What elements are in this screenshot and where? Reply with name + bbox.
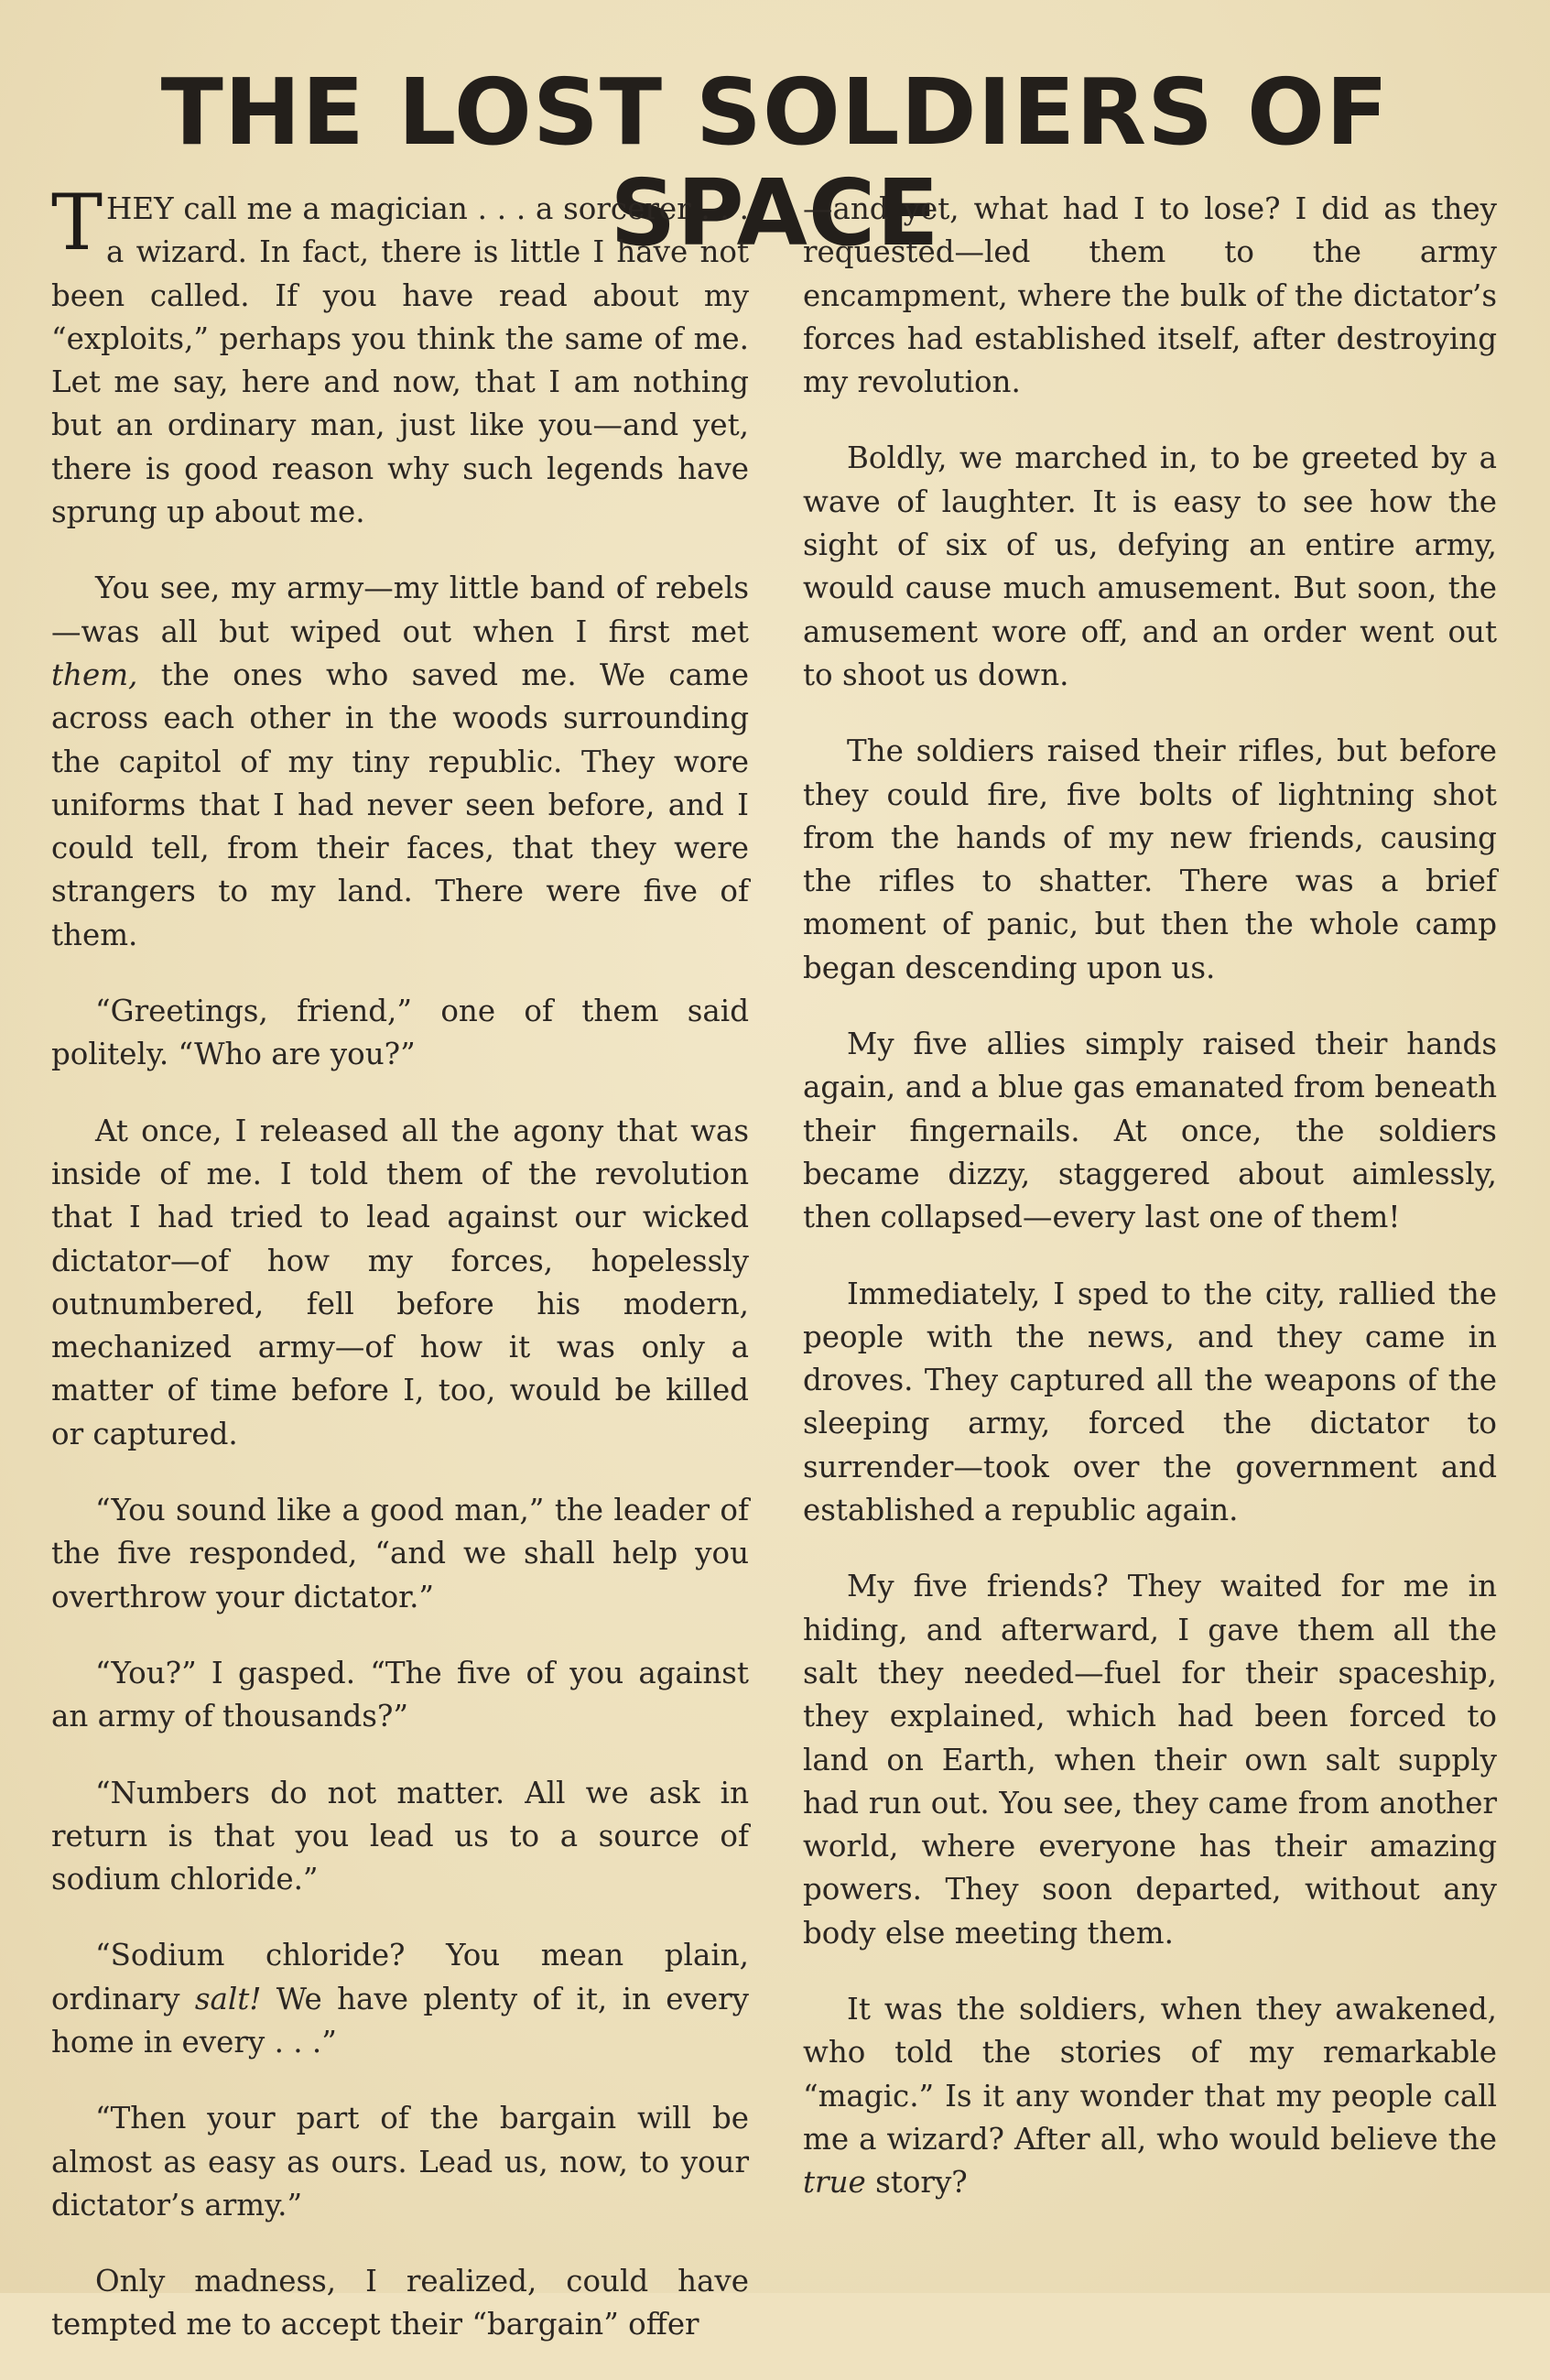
paragraph-8-text-a: “Sodium chloride? You mean plain, ordinary	[51, 1938, 749, 2016]
right-column	[803, 188, 1497, 2237]
paragraph-14: Immediately, I sped to the city, rallied the people with the news, and they came in droves. They captured all the weapons of the sleeping army, forced the dictator to surrender—took over the government and established a republic again.	[803, 1276, 1497, 1528]
paragraph-10: Only madness, I realized, could have tempted me to accept their “bargain” offer	[51, 2264, 749, 2342]
paragraph-1	[51, 178, 749, 534]
paragraph-12: The soldiers raised their rifles, but before they could fire, five bolts of lightning shot from the hands of my new friends, causing the rifles to shatter. There was a brief moment of panic, but then the whole camp began descending upon us.	[803, 734, 1497, 985]
paragraph-10-continued: —and yet, what had I to lose? I did as they requested—led them to the army encampment, where the bulk of the dictator’s forces had established itself, after destroying my revolution.	[803, 191, 1497, 400]
paragraph-9: “Then your part of the bargain will be almost as easy as ours. Lead us, now, to your dictator’s army.”	[51, 2101, 749, 2222]
story-title: THE LOST SOLDIERS OF SPACE	[160, 59, 1390, 266]
paragraph-5: “You sound like a good man,” the leader of the five responded, “and we shall help you overthrow your dictator.”	[51, 1493, 749, 1614]
paragraph-7: “Numbers do not matter. All we ask in return is that you lead us to a source of sodium chloride.”	[51, 1775, 749, 1897]
paragraph-2	[51, 567, 749, 957]
paragraph-16	[803, 1988, 1497, 2204]
lead-word: HEY	[106, 191, 174, 226]
paragraph-8-emphasis: salt!	[194, 1981, 262, 2016]
paragraph-1-text: call me a magician . . . a sorcerer . . . a wizard. In fact, there is little I have not been called. If you have read about my “exploits,” perhaps you think the same of me. Let me say, here and now, that I am nothing but an ordinary man, just like you—and yet, there is good reason why such legends have sprung up about me.	[51, 191, 749, 530]
paragraph-4: At once, I released all the agony that was inside of me. I told them of the revolution that I had tried to lead against our wicked dictator—of how my forces, hopelessly outnumbered, fell before his modern, mechanized army—of how it was only a matter of time before I, too, would be killed or captured.	[51, 1113, 749, 1451]
paragraph-11: Boldly, we marched in, to be greeted by a wave of laughter. It is easy to see how the sight of six of us, defying an entire army, would cause much amusement. But soon, the amusement wore off, and an order went out to shoot us down.	[803, 440, 1497, 692]
paragraph-2-text-a: You see, my army—my little band of rebels—was all but wiped out when I first met	[51, 571, 749, 649]
paragraph-15: My five friends? They waited for me in hiding, and afterward, I gave them all the salt they needed—fuel for their spaceship, they explained, which had been forced to land on Earth, when their own salt supply had run out. You see, they came from another world, where everyone has their amazing powers. They soon departed, without any body else meeting them.	[803, 1569, 1497, 1951]
paragraph-16-emphasis: true	[803, 2165, 866, 2201]
paragraph-3: “Greetings, friend,” one of them said politely. “Who are you?”	[51, 994, 749, 1072]
paragraph-2-emphasis: them,	[51, 657, 138, 692]
paragraph-16-text-a: It was the soldiers, when they awakened, who told the stories of my remarkable “magic.” Is it any wonder that my people call me a wizard? After all, who would believe the	[803, 1991, 1497, 2157]
drop-cap: T	[51, 178, 103, 267]
paragraph-13: My five allies simply raised their hands again, and a blue gas emanated from beneath their fingernails. At once, the soldiers became dizzy, staggered about aimlessly, then collapsed—every last one of them!	[803, 1027, 1497, 1235]
paragraph-8-text-b: We have plenty of it, in every home in every . . .”	[51, 1981, 749, 2059]
paragraph-6: “You?” I gasped. “The five of you against an army of thousands?”	[51, 1655, 749, 1734]
paragraph-2-text-b: the ones who saved me. We came across each other in the woods surrounding the capitol of my tiny republic. They wore uniforms that I had never seen before, and I could tell, from their faces, that they were strangers to my land. There were five of them.	[51, 657, 749, 952]
paragraph-8	[51, 1934, 749, 2064]
paragraph-16-text-b: story?	[865, 2165, 968, 2201]
left-column	[51, 178, 749, 2380]
